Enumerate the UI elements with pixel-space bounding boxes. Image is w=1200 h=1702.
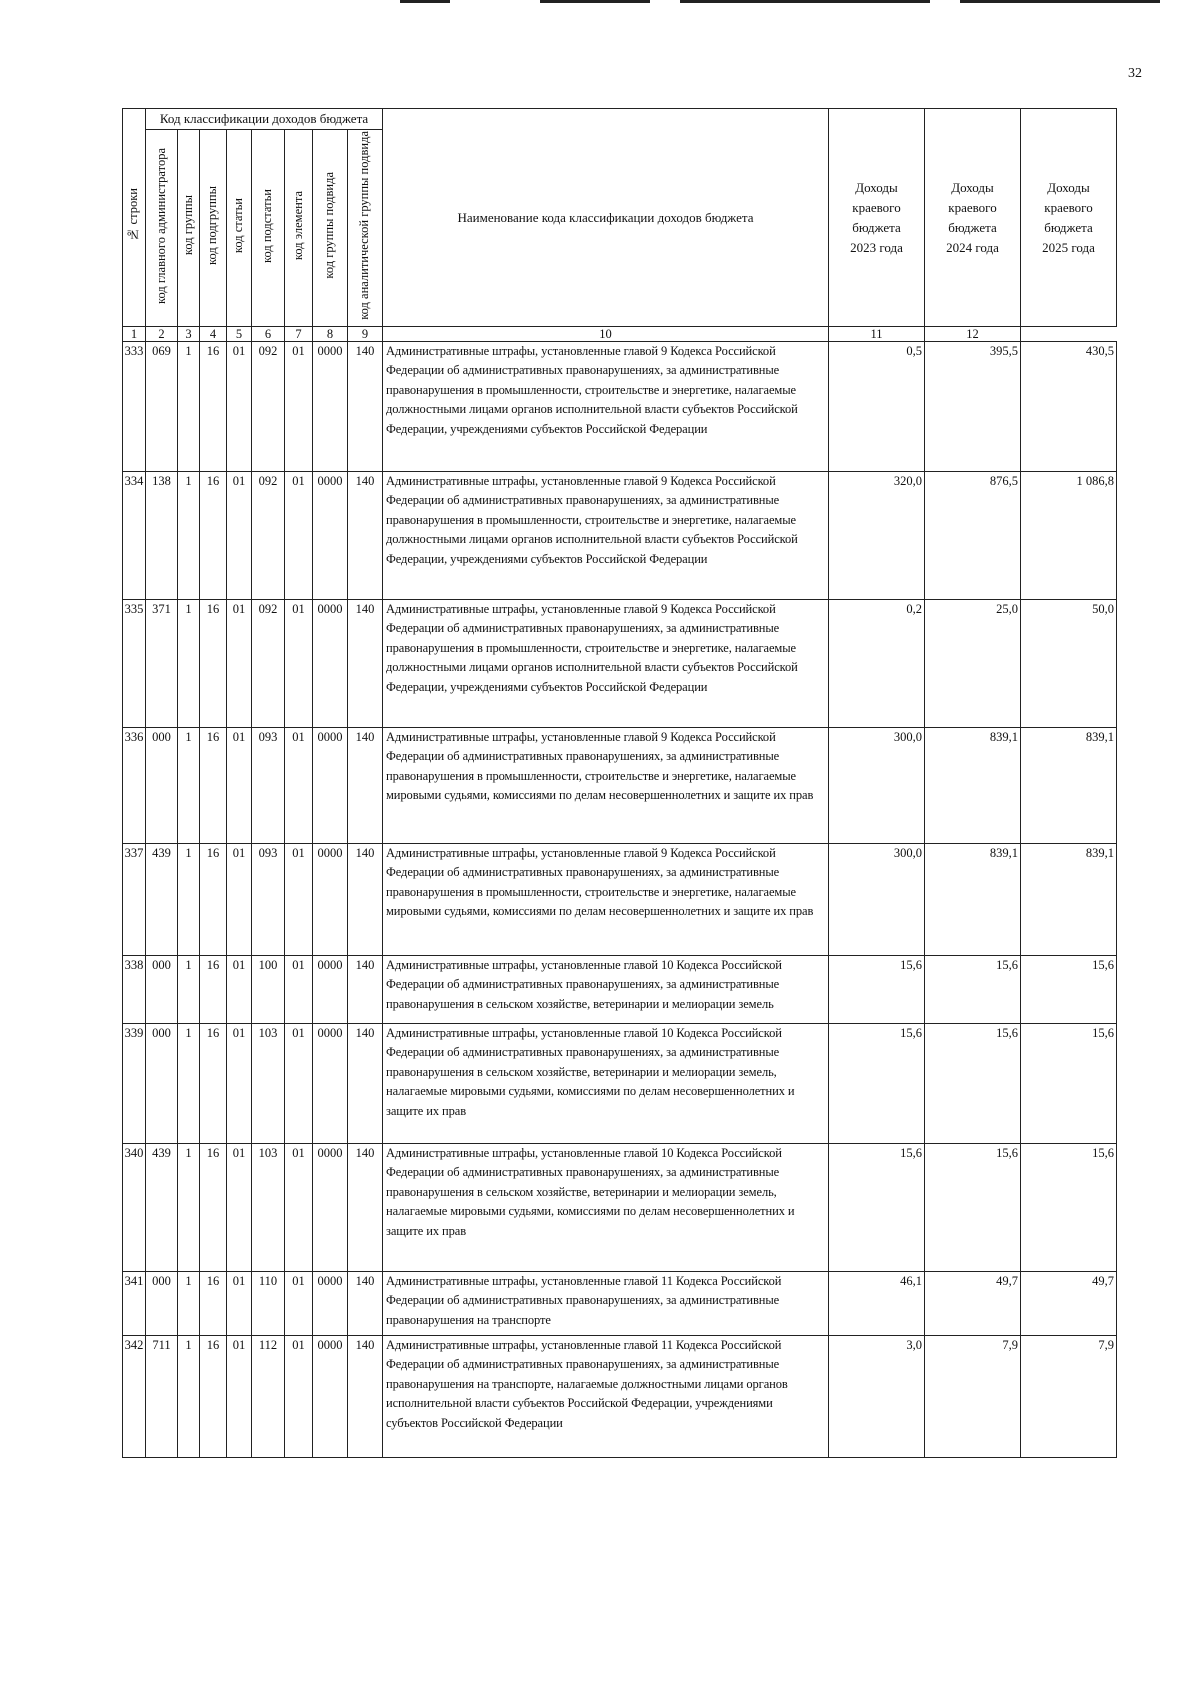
amount-cell-y2023: 300,0 (829, 728, 925, 844)
amount-cell-y2025: 15,6 (1021, 956, 1117, 1024)
code-cell-row: 334 (123, 472, 146, 600)
code-cell-article: 01 (227, 342, 252, 472)
amount-cell-y2024: 15,6 (925, 1144, 1021, 1272)
name-cell: Административные штрафы, установленные главой 11 Кодекса Российской Федерации об административных правонарушениях, за административные правонарушения на транспорте (383, 1272, 829, 1336)
code-cell-element: 01 (285, 472, 313, 600)
code-cell-article: 01 (227, 1144, 252, 1272)
table-row (123, 1024, 1117, 1144)
budget-income-table (122, 108, 1117, 1458)
amount-cell-y2024: 839,1 (925, 728, 1021, 844)
column-number-row (123, 327, 1117, 342)
code-cell-subarticle: 092 (252, 600, 285, 728)
code-cell-article: 01 (227, 472, 252, 600)
page-number: 32 (1128, 66, 1142, 81)
table-row (123, 472, 1117, 600)
code-cell-subgroup: 16 (200, 1024, 227, 1144)
amount-cell-y2024: 876,5 (925, 472, 1021, 600)
code-cell-subtype: 0000 (313, 1144, 348, 1272)
name-cell: Административные штрафы, установленные главой 9 Кодекса Российской Федерации об административных правонарушениях, за административные правонарушения в промышленности, строительстве и энергетике, налагаемые должностными лицами органов исполнительной власти субъектов Российской Федерации, учреждениями субъектов Российской Федерации (383, 342, 829, 472)
code-cell-group: 1 (178, 342, 200, 472)
amount-cell-y2024: 25,0 (925, 600, 1021, 728)
amount-cell-y2024: 839,1 (925, 844, 1021, 956)
column-number: 2 (146, 327, 178, 342)
code-cell-subgroup: 16 (200, 956, 227, 1024)
code-cell-row: 338 (123, 956, 146, 1024)
amount-cell-y2023: 15,6 (829, 956, 925, 1024)
code-cell-admin: 371 (146, 600, 178, 728)
amount-cell-y2025: 839,1 (1021, 728, 1117, 844)
code-cell-subtype: 0000 (313, 1336, 348, 1458)
amount-cell-y2023: 300,0 (829, 844, 925, 956)
code-cell-analytic: 140 (348, 1272, 383, 1336)
code-cell-analytic: 140 (348, 956, 383, 1024)
code-cell-admin: 711 (146, 1336, 178, 1458)
code-cell-element: 01 (285, 600, 313, 728)
code-cell-article: 01 (227, 844, 252, 956)
name-cell: Административные штрафы, установленные главой 9 Кодекса Российской Федерации об административных правонарушениях, за административные правонарушения в промышленности, строительстве и энергетике, налагаемые должностными лицами органов исполнительной власти субъектов Российской Федерации, учреждениями субъектов Российской Федерации (383, 472, 829, 600)
code-cell-article: 01 (227, 956, 252, 1024)
code-cell-subgroup: 16 (200, 472, 227, 600)
code-cell-row: 337 (123, 844, 146, 956)
code-cell-group: 1 (178, 1024, 200, 1144)
name-cell: Административные штрафы, установленные главой 9 Кодекса Российской Федерации об административных правонарушениях, за административные правонарушения в промышленности, строительстве и энергетике, налагаемые мировыми судьями, комиссиями по делам несовершеннолетних и защите их прав (383, 844, 829, 956)
code-cell-subgroup: 16 (200, 600, 227, 728)
amount-cell-y2023: 0,5 (829, 342, 925, 472)
code-cell-subarticle: 103 (252, 1024, 285, 1144)
code-cell-row: 336 (123, 728, 146, 844)
table-row (123, 728, 1117, 844)
code-cell-subtype: 0000 (313, 728, 348, 844)
header-income-2025: Доходы краевого бюджета 2025 года (1021, 109, 1117, 327)
amount-cell-y2025: 15,6 (1021, 1024, 1117, 1144)
code-cell-subarticle: 092 (252, 342, 285, 472)
amount-cell-y2025: 430,5 (1021, 342, 1117, 472)
header-subarticle-code: код подстатьи (252, 130, 285, 327)
amount-cell-y2024: 15,6 (925, 956, 1021, 1024)
code-cell-row: 333 (123, 342, 146, 472)
code-cell-element: 01 (285, 844, 313, 956)
code-cell-analytic: 140 (348, 728, 383, 844)
column-number: 8 (313, 327, 348, 342)
code-cell-element: 01 (285, 1336, 313, 1458)
header-subtype-group-code: код группы подвида (313, 130, 348, 327)
code-cell-row: 341 (123, 1272, 146, 1336)
amount-cell-y2025: 49,7 (1021, 1272, 1117, 1336)
code-cell-subgroup: 16 (200, 844, 227, 956)
amount-cell-y2025: 1 086,8 (1021, 472, 1117, 600)
code-cell-analytic: 140 (348, 844, 383, 956)
code-cell-element: 01 (285, 342, 313, 472)
column-number: 7 (285, 327, 313, 342)
header-element-code: код элемента (285, 130, 313, 327)
code-cell-subtype: 0000 (313, 956, 348, 1024)
code-cell-analytic: 140 (348, 1144, 383, 1272)
column-number: 5 (227, 327, 252, 342)
table-body (123, 342, 1117, 1458)
header-income-2024: Доходы краевого бюджета 2024 года (925, 109, 1021, 327)
amount-cell-y2023: 15,6 (829, 1024, 925, 1144)
code-cell-admin: 439 (146, 1144, 178, 1272)
column-number: 12 (925, 327, 1021, 342)
code-cell-subarticle: 112 (252, 1336, 285, 1458)
code-cell-element: 01 (285, 1024, 313, 1144)
code-cell-group: 1 (178, 956, 200, 1024)
name-cell: Административные штрафы, установленные главой 11 Кодекса Российской Федерации об административных правонарушениях, за административные правонарушения на транспорте, налагаемые должностными лицами органов исполнительной власти субъектов Российской Федерации, учреждениями субъектов Российской Федерации (383, 1336, 829, 1458)
code-cell-subtype: 0000 (313, 342, 348, 472)
code-cell-analytic: 140 (348, 1024, 383, 1144)
code-cell-element: 01 (285, 956, 313, 1024)
amount-cell-y2023: 46,1 (829, 1272, 925, 1336)
code-cell-element: 01 (285, 1144, 313, 1272)
code-cell-group: 1 (178, 1144, 200, 1272)
code-cell-element: 01 (285, 1272, 313, 1336)
code-cell-row: 342 (123, 1336, 146, 1458)
code-cell-subarticle: 092 (252, 472, 285, 600)
code-cell-subtype: 0000 (313, 844, 348, 956)
code-cell-subtype: 0000 (313, 600, 348, 728)
table-row (123, 844, 1117, 956)
header-income-2023: Доходы краевого бюджета 2023 года (829, 109, 925, 327)
code-cell-subarticle: 093 (252, 844, 285, 956)
table-row (123, 1272, 1117, 1336)
amount-cell-y2025: 7,9 (1021, 1336, 1117, 1458)
name-cell: Административные штрафы, установленные главой 10 Кодекса Российской Федерации об административных правонарушениях, за административные правонарушения в сельском хозяйстве, ветеринарии и мелиорации земель, налагаемые мировыми судьями, комиссиями по делам несовершеннолетних и защите их прав (383, 1024, 829, 1144)
table-row (123, 342, 1117, 472)
amount-cell-y2024: 15,6 (925, 1024, 1021, 1144)
column-number: 6 (252, 327, 285, 342)
code-cell-article: 01 (227, 1336, 252, 1458)
amount-cell-y2023: 3,0 (829, 1336, 925, 1458)
column-number: 3 (178, 327, 200, 342)
code-cell-subtype: 0000 (313, 1272, 348, 1336)
amount-cell-y2023: 15,6 (829, 1144, 925, 1272)
column-number: 11 (829, 327, 925, 342)
header-name: Наименование кода классификации доходов бюджета (383, 109, 829, 327)
amount-cell-y2025: 15,6 (1021, 1144, 1117, 1272)
code-cell-analytic: 140 (348, 342, 383, 472)
table-row (123, 1144, 1117, 1272)
name-cell: Административные штрафы, установленные главой 9 Кодекса Российской Федерации об административных правонарушениях, за административные правонарушения в промышленности, строительстве и энергетике, налагаемые мировыми судьями, комиссиями по делам несовершеннолетних и защите их прав (383, 728, 829, 844)
amount-cell-y2024: 395,5 (925, 342, 1021, 472)
code-cell-subarticle: 093 (252, 728, 285, 844)
code-cell-article: 01 (227, 1024, 252, 1144)
column-number: 9 (348, 327, 383, 342)
code-cell-subgroup: 16 (200, 728, 227, 844)
amount-cell-y2025: 839,1 (1021, 844, 1117, 956)
amount-cell-y2024: 49,7 (925, 1272, 1021, 1336)
scan-artifact (680, 0, 930, 3)
code-cell-group: 1 (178, 1272, 200, 1336)
code-cell-article: 01 (227, 728, 252, 844)
code-cell-subarticle: 100 (252, 956, 285, 1024)
amount-cell-y2025: 50,0 (1021, 600, 1117, 728)
table-row (123, 600, 1117, 728)
code-cell-analytic: 140 (348, 1336, 383, 1458)
name-cell: Административные штрафы, установленные главой 10 Кодекса Российской Федерации об административных правонарушениях, за административные правонарушения в сельском хозяйстве, ветеринарии и мелиорации земель, налагаемые мировыми судьями, комиссиями по делам несовершеннолетних и защите их прав (383, 1144, 829, 1272)
code-cell-row: 340 (123, 1144, 146, 1272)
code-cell-admin: 000 (146, 728, 178, 844)
header-article-code: код статьи (227, 130, 252, 327)
code-cell-subgroup: 16 (200, 1144, 227, 1272)
table-row (123, 1336, 1117, 1458)
code-cell-group: 1 (178, 1336, 200, 1458)
code-cell-row: 339 (123, 1024, 146, 1144)
code-cell-subtype: 0000 (313, 472, 348, 600)
code-cell-subarticle: 110 (252, 1272, 285, 1336)
table-row (123, 956, 1117, 1024)
code-cell-group: 1 (178, 472, 200, 600)
code-cell-admin: 138 (146, 472, 178, 600)
code-cell-admin: 000 (146, 956, 178, 1024)
code-cell-subgroup: 16 (200, 1272, 227, 1336)
code-cell-row: 335 (123, 600, 146, 728)
header-row-number: № строки (123, 109, 146, 327)
header-admin-code: код главного администратора (146, 130, 178, 327)
scan-artifact (400, 0, 450, 3)
scan-artifact (960, 0, 1160, 3)
code-cell-admin: 069 (146, 342, 178, 472)
header-subgroup-code: код подгруппы (200, 130, 227, 327)
column-number: 1 (123, 327, 146, 342)
code-cell-admin: 000 (146, 1024, 178, 1144)
header-analytic-group-code: код аналитической группы подвида (348, 130, 383, 327)
scan-artifact (540, 0, 650, 3)
code-cell-subarticle: 103 (252, 1144, 285, 1272)
amount-cell-y2024: 7,9 (925, 1336, 1021, 1458)
code-cell-analytic: 140 (348, 472, 383, 600)
code-cell-subgroup: 16 (200, 342, 227, 472)
code-cell-subgroup: 16 (200, 1336, 227, 1458)
table-header (123, 109, 1117, 342)
code-cell-group: 1 (178, 844, 200, 956)
code-cell-analytic: 140 (348, 600, 383, 728)
amount-cell-y2023: 320,0 (829, 472, 925, 600)
code-cell-admin: 439 (146, 844, 178, 956)
column-number: 10 (383, 327, 829, 342)
header-code-group: Код классификации доходов бюджета (146, 109, 383, 130)
code-cell-admin: 000 (146, 1272, 178, 1336)
column-number: 4 (200, 327, 227, 342)
name-cell: Административные штрафы, установленные главой 9 Кодекса Российской Федерации об административных правонарушениях, за административные правонарушения в промышленности, строительстве и энергетике, налагаемые должностными лицами органов исполнительной власти субъектов Российской Федерации, учреждениями субъектов Российской Федерации (383, 600, 829, 728)
code-cell-element: 01 (285, 728, 313, 844)
code-cell-subtype: 0000 (313, 1024, 348, 1144)
amount-cell-y2023: 0,2 (829, 600, 925, 728)
code-cell-group: 1 (178, 728, 200, 844)
name-cell: Административные штрафы, установленные главой 10 Кодекса Российской Федерации об административных правонарушениях, за административные правонарушения в сельском хозяйстве, ветеринарии и мелиорации земель (383, 956, 829, 1024)
header-group-code: код группы (178, 130, 200, 327)
code-cell-group: 1 (178, 600, 200, 728)
code-cell-article: 01 (227, 600, 252, 728)
code-cell-article: 01 (227, 1272, 252, 1336)
